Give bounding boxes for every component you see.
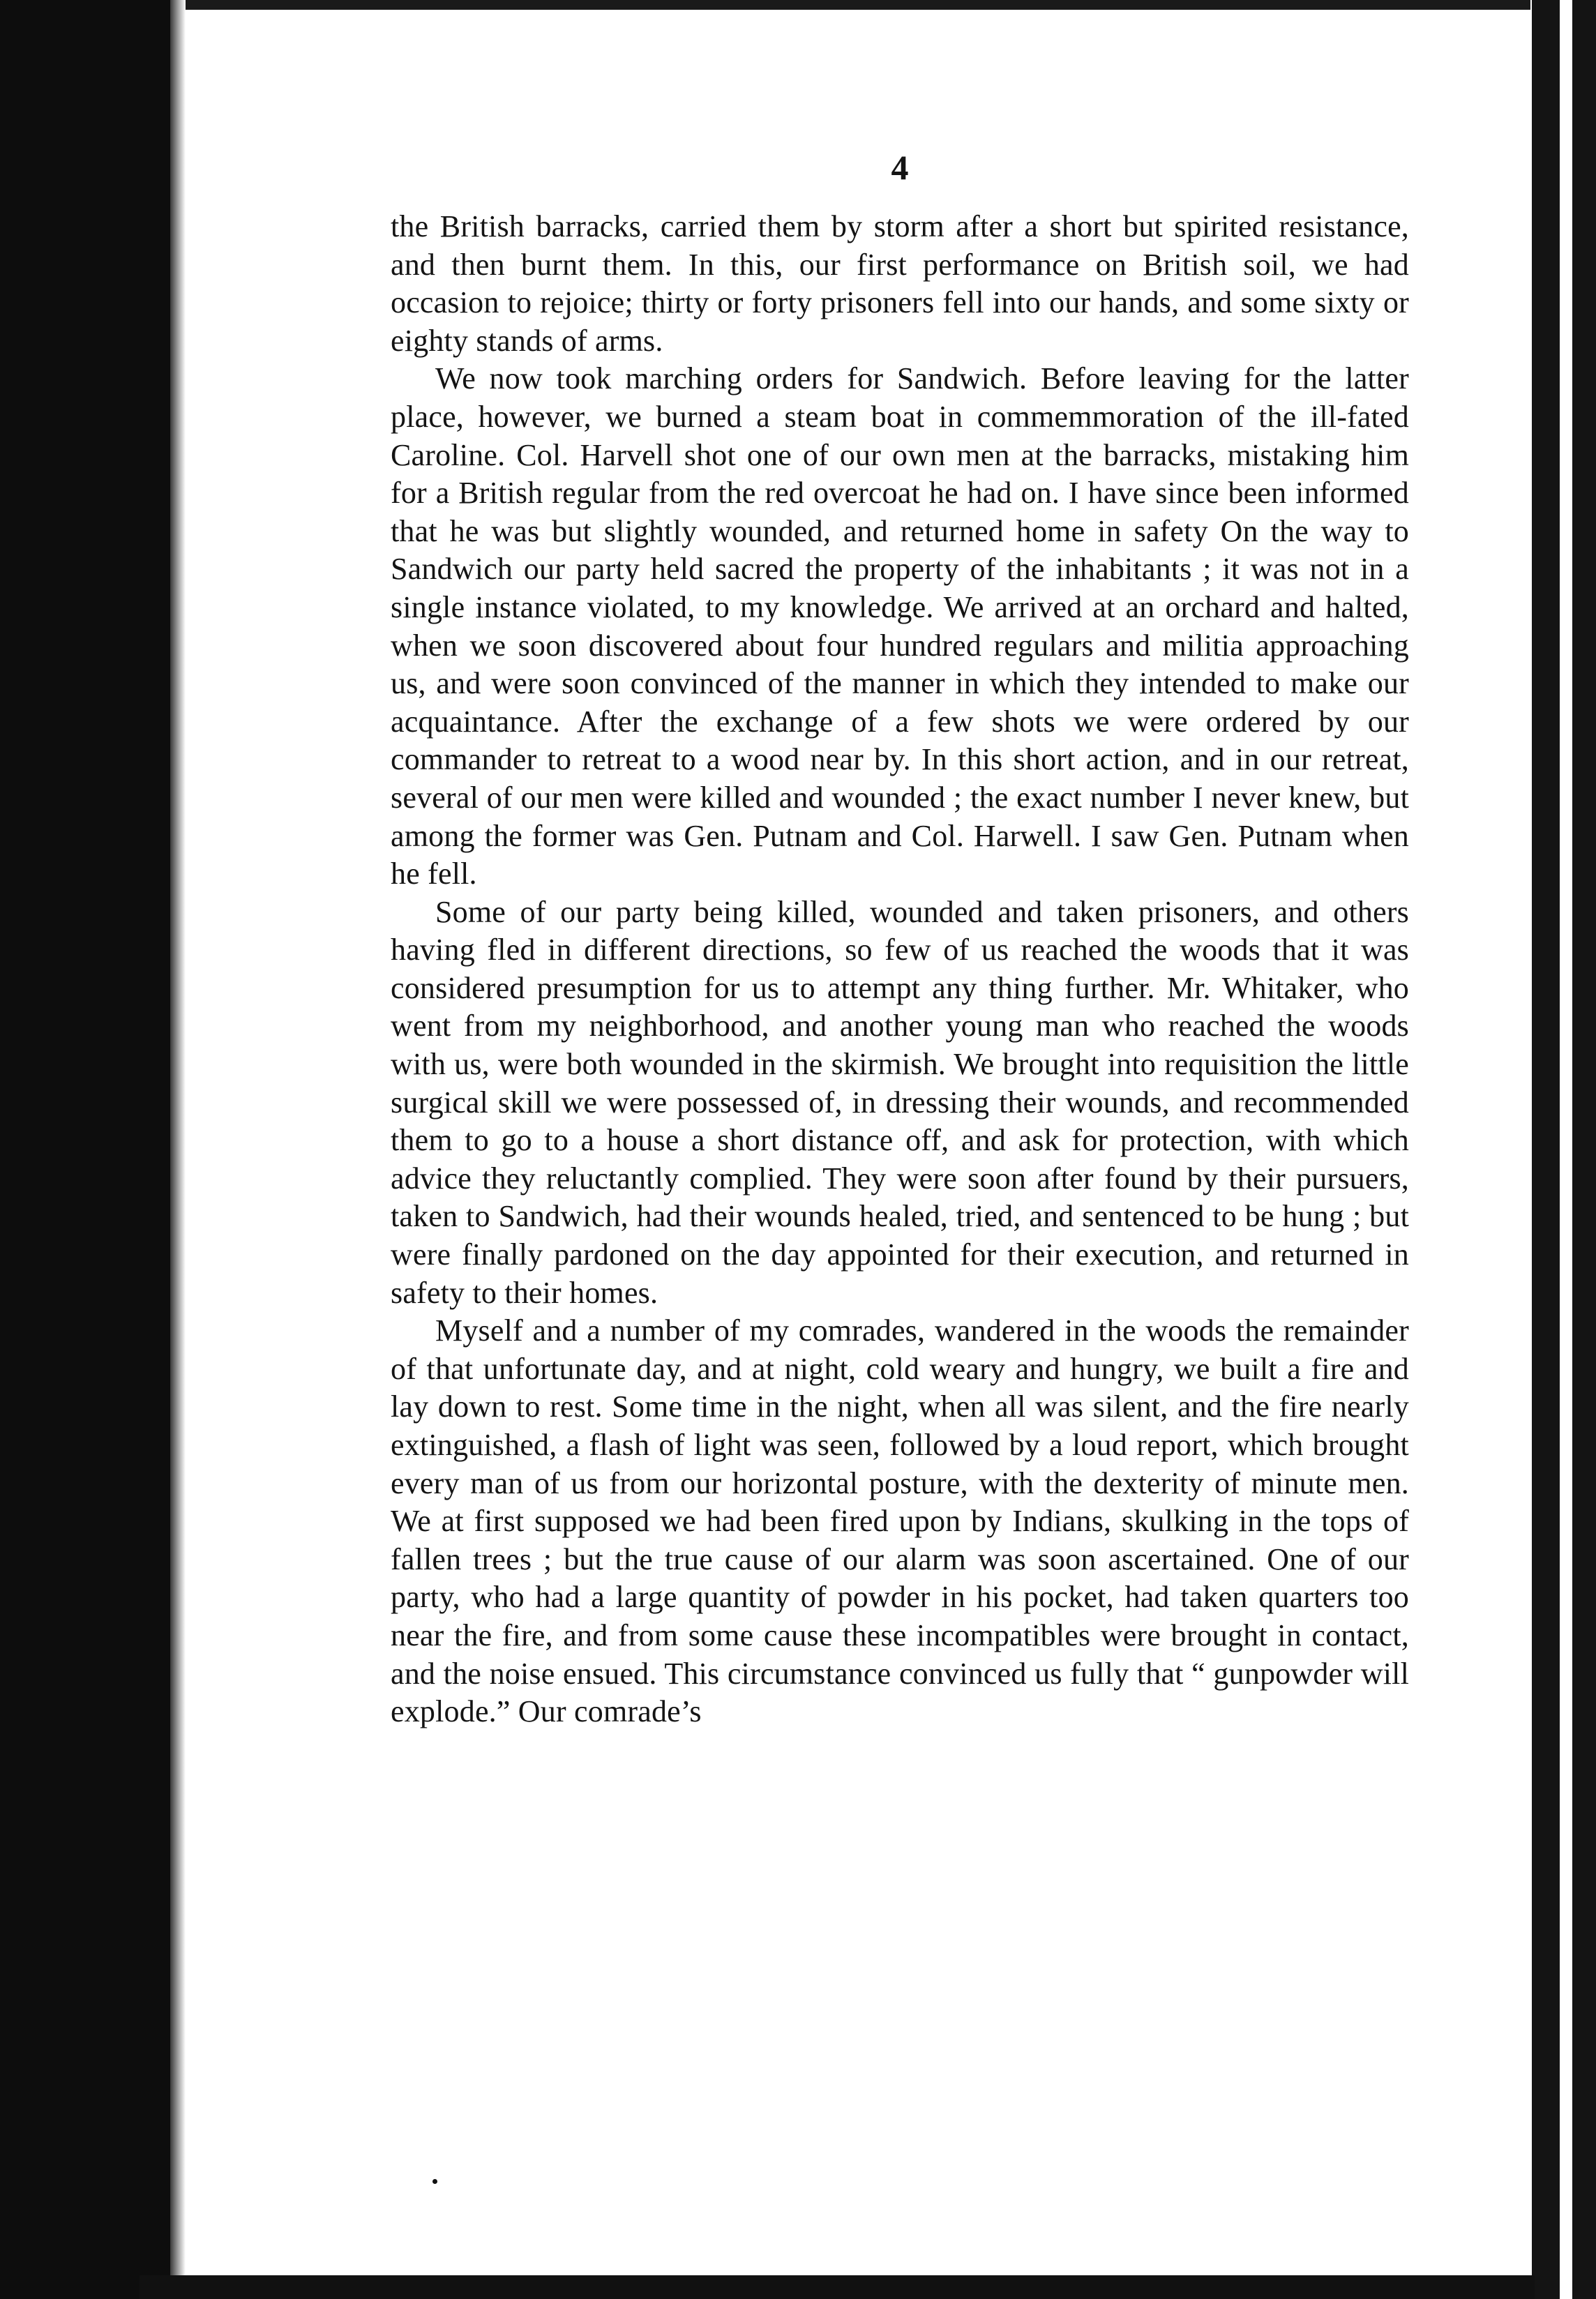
scan-left-border — [0, 0, 170, 2299]
page-number: 4 — [891, 148, 909, 187]
page-body — [391, 119, 1409, 1731]
paragraph-4: Myself and a number of my comrades, wandered in the woods the remainder of that unfortunate day, and at night, cold weary and hungry, we built a fire and lay down to rest. Some time in the night, when all was silent, and the fire nearly extinguished, a flash of light was seen, followed by a loud report, which brought every man of us from our horizontal posture, with the dexterity of minute men. We at first supposed we had been fired upon by Indians, skulking in the tops of fallen trees ; but the true cause of our alarm was soon ascertained. One of our party, who had a large quantity of powder in his pocket, had taken quarters too near the fire, and from some cause these incompatibles were brought in contact, and the noise ensued. This circumstance convinced us fully that “ gunpowder will explode.” Our comrade’s — [391, 1313, 1409, 1729]
scan-left-shadow — [170, 0, 186, 2299]
paragraph-2: We now took marching orders for Sandwich. Before leaving for the latter place, however, we burned a steam boat in commemmoration of the ill-fated Caroline. Col. Harvell shot one of our own men at the barracks, mistaking him for a British regular from the red overcoat he had on. I have since been informed that he was but slightly wounded, and returned home in safety On the way to Sandwich our party held sacred the property of the inhabitants ; it was not in a single instance violated, to my knowledge. We arrived at an orchard and halted, when we soon discovered about four hundred regulars and militia approaching us, and were soon convinced of the manner in which they intended to make our acquaintance. After the exchange of a few shots we were ordered by our commander to retreat to a wood near by. In this short action, and in our retreat, several of our men were killed and wounded ; the exact number I never knew, but among the former was Gen. Putnam and Col. Harwell. I saw Gen. Putnam when he fell. — [391, 361, 1409, 891]
paragraph-3: Some of our party being killed, wounded and taken prisoners, and others having fled in different directions, so few of us reached the woods that it was considered presumption for us to attempt any thing further. Mr. Whitaker, who went from my neighborhood, and another young man who reached the woods with us, were both wounded in the skirmish. We brought into requisition the little surgical skill we were possessed of, in dressing their wounds, and recommended them to go to a house a short distance off, and ask for protection, with which advice they reluctantly complied. They were soon after found by their pursuers, taken to Sandwich, had their wounds healed, tried, and sentenced to be hung ; but were finally pardoned on the day appointed for their execution, and returned in safety to their homes. — [391, 894, 1409, 1310]
scan-top-border — [170, 0, 1530, 10]
ink-speck — [432, 2179, 437, 2184]
scan-right-gap — [1560, 0, 1572, 2299]
paragraph-1: the British barracks, carried them by storm after a short but spirited resistance, and then burnt them. In this, our first performance on British soil, we had occasion to rejoice; thirty or forty prisoners fell into our hands, and some sixty or eighty stands of arms. — [391, 209, 1409, 358]
scan-bottom-border — [140, 2275, 1535, 2299]
